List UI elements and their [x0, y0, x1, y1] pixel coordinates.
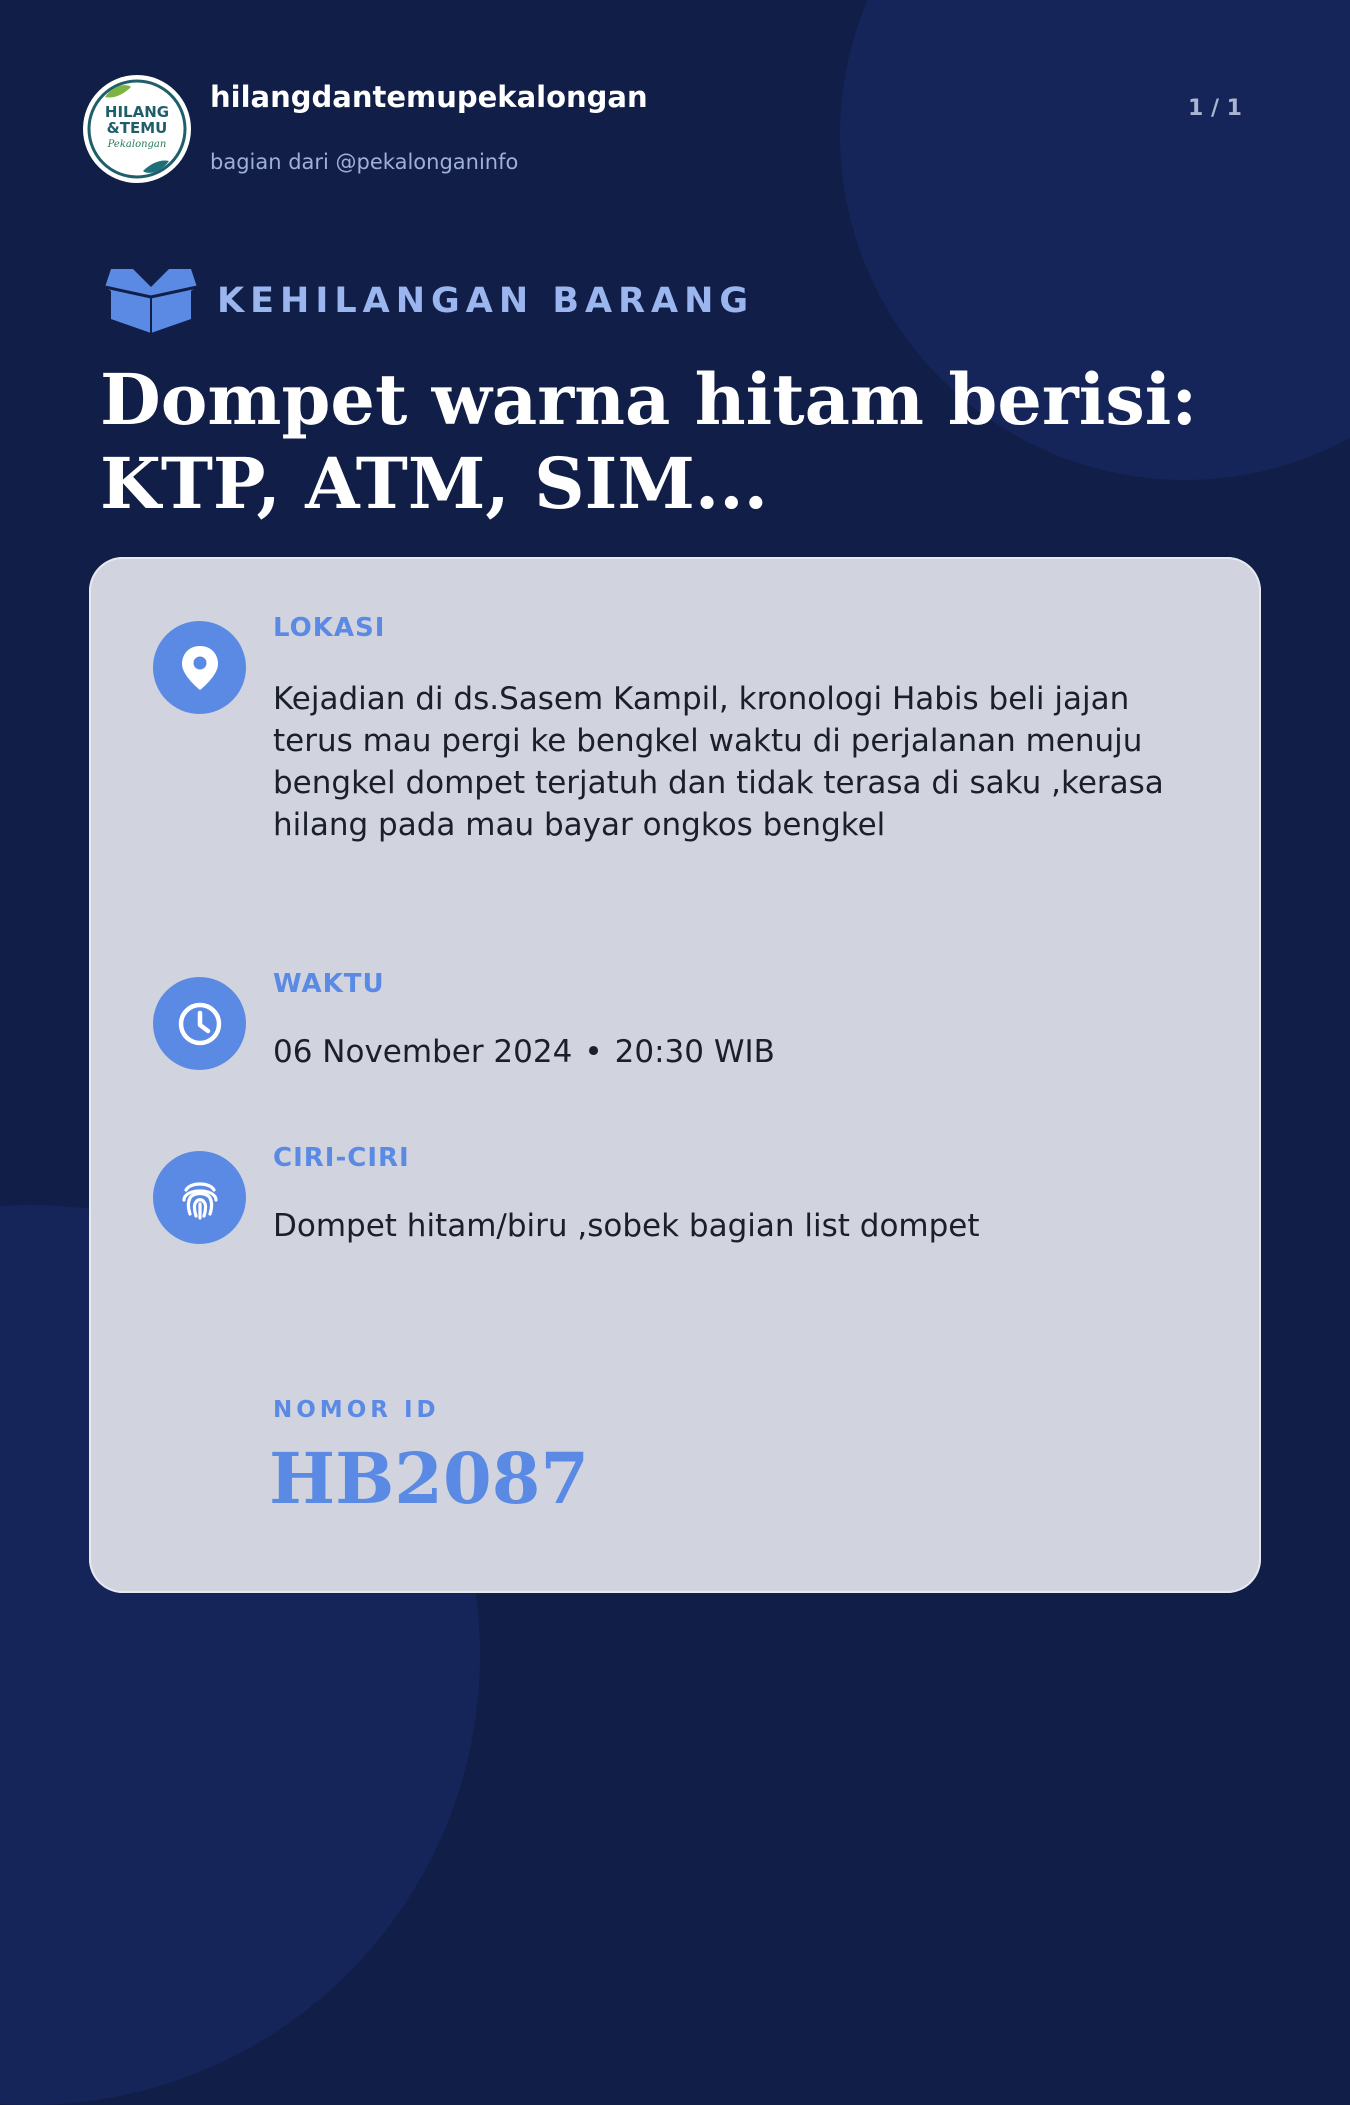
logo-text-line3: Pekalongan — [107, 139, 167, 150]
category-label: KEHILANGAN BARANG — [217, 281, 755, 321]
logo-text-line2: &TEMU — [106, 119, 168, 137]
location-value: Kejadian di ds.Sasem Kampil, kronologi Habis beli jajan terus mau pergi ke bengkel waktu di perjalanan menuju bengkel dompet terjatuh dan tidak terasa di saku ,kerasa hilang pada mau bayar ongkos bengkel — [273, 681, 1164, 843]
post-headline: Dompet warna hitam berisi: KTP, ATM, SIM... — [100, 358, 1198, 525]
id-label: NOMOR ID — [273, 1397, 440, 1423]
logo-text-line1: HILANG — [104, 103, 170, 121]
location-label: LOKASI — [273, 613, 386, 643]
time-date: 06 November 2024 — [273, 1034, 573, 1070]
account-name[interactable]: hilangdantemupekalongan — [210, 80, 648, 114]
account-subtitle: bagian dari @pekalonganinfo — [210, 150, 519, 174]
category-row — [103, 265, 754, 337]
characteristics-value: Dompet hitam/biru ,sobek bagian list dompet — [273, 1208, 980, 1244]
clock-icon — [153, 977, 246, 1070]
time-clock: 20:30 WIB — [614, 1034, 775, 1070]
time-value — [273, 1031, 1203, 1073]
info-card — [89, 557, 1261, 1593]
time-separator: • — [584, 1034, 603, 1070]
id-value: HB2087 — [269, 1437, 590, 1520]
characteristics-label: CIRI-CIRI — [273, 1143, 410, 1173]
page-counter: 1 / 1 — [1188, 96, 1242, 121]
fingerprint-icon — [153, 1151, 246, 1244]
map-pin-icon — [153, 621, 246, 714]
account-logo[interactable] — [83, 75, 191, 183]
box-icon — [103, 265, 199, 337]
time-label: WAKTU — [273, 969, 385, 999]
logo-graphic — [83, 75, 191, 183]
